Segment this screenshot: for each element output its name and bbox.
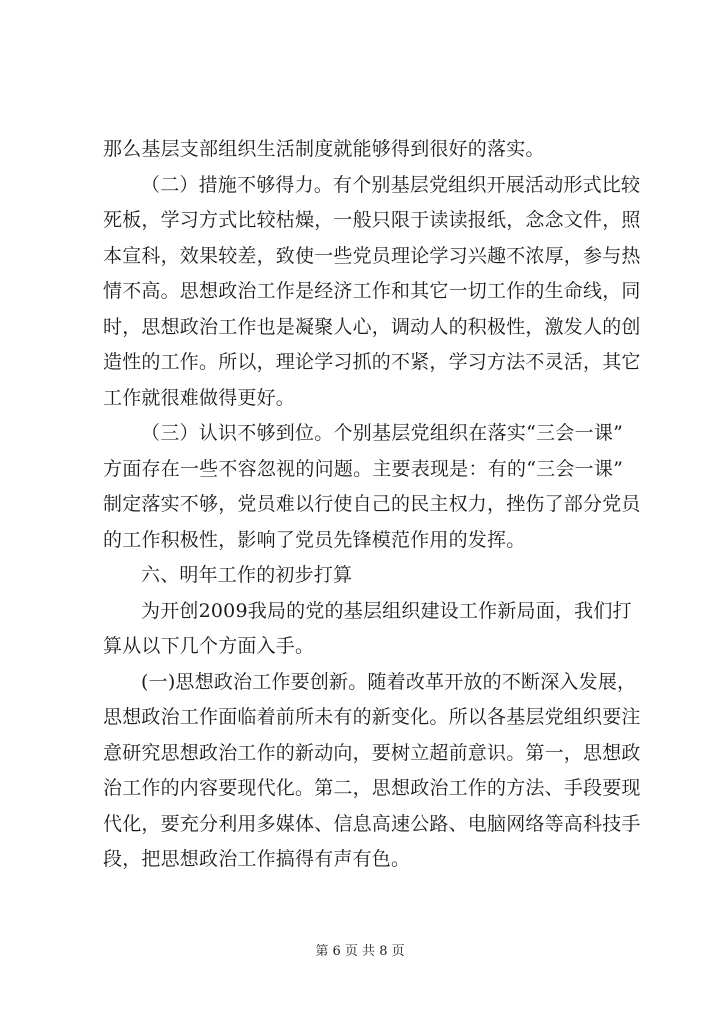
paragraph	[103, 416, 641, 558]
paragraph	[103, 132, 623, 168]
text-line: 段，把思想政治工作搞得有声有色。	[103, 848, 411, 870]
page-footer: 第 6 页 共 8 页	[315, 944, 405, 959]
text-line: 工作就很难做得更好。	[103, 386, 296, 409]
text-line: 治工作的内容要现代化。第二，思想政治工作的方法、手段要现	[103, 777, 641, 799]
text-line: 时，思想政治工作也是凝聚人心，调动人的积极性，激发人的创	[103, 315, 641, 338]
text-line: 死板，学习方式比较枯燥，一般只限于读读报纸，念念文件，照	[103, 209, 641, 231]
text-line: （三）认识不够到位。个别基层党组织在落实“三会一课”	[141, 422, 623, 444]
text-line: 思想政治工作面临着前所未有的新变化。所以各基层党组织要注	[103, 706, 641, 728]
text-line: 为开创2009我局的党的基层组织建设工作新局面，我们打	[141, 599, 632, 622]
text-line: 方面存在一些不容忽视的问题。主要表现是：有的“三会一课”	[103, 457, 623, 480]
text-line: 那么基层支部组织生活制度就能够得到很好的落实。	[103, 138, 545, 160]
text-line: 制定落实不够，党员难以行使自己的民主权力，挫伤了部分党员	[103, 493, 641, 515]
document-body	[103, 132, 641, 878]
text-line: 代化，要充分利用多媒体、信息高速公路、电脑网络等高科技手	[103, 812, 641, 835]
text-line: 的工作积极性，影响了党员先锋模范作用的发挥。	[103, 528, 526, 551]
text-line: 六、明年工作的初步打算	[141, 564, 353, 586]
text-line: 情不高。思想政治工作是经济工作和其它一切工作的生命线，同	[103, 280, 641, 302]
paragraph	[103, 168, 641, 417]
paragraph	[103, 594, 632, 665]
text-line: （二）措施不够得力。有个别基层党组织开展活动形式比较	[141, 173, 641, 196]
paragraph	[103, 665, 641, 878]
text-line: 算从以下几个方面入手。	[103, 635, 315, 657]
text-line: 造性的工作。所以，理论学习抓的不紧，学习方法不灵活，其它	[103, 351, 641, 373]
text-line: (一)思想政治工作要创新。随着改革开放的不断深入发展，	[141, 670, 637, 693]
text-line: 意研究思想政治工作的新动向，要树立超前意识。第一，思想政	[103, 741, 641, 764]
paragraph	[103, 558, 623, 594]
text-line: 本宣科，效果较差，致使一些党员理论学习兴趣不浓厚，参与热	[103, 244, 641, 267]
